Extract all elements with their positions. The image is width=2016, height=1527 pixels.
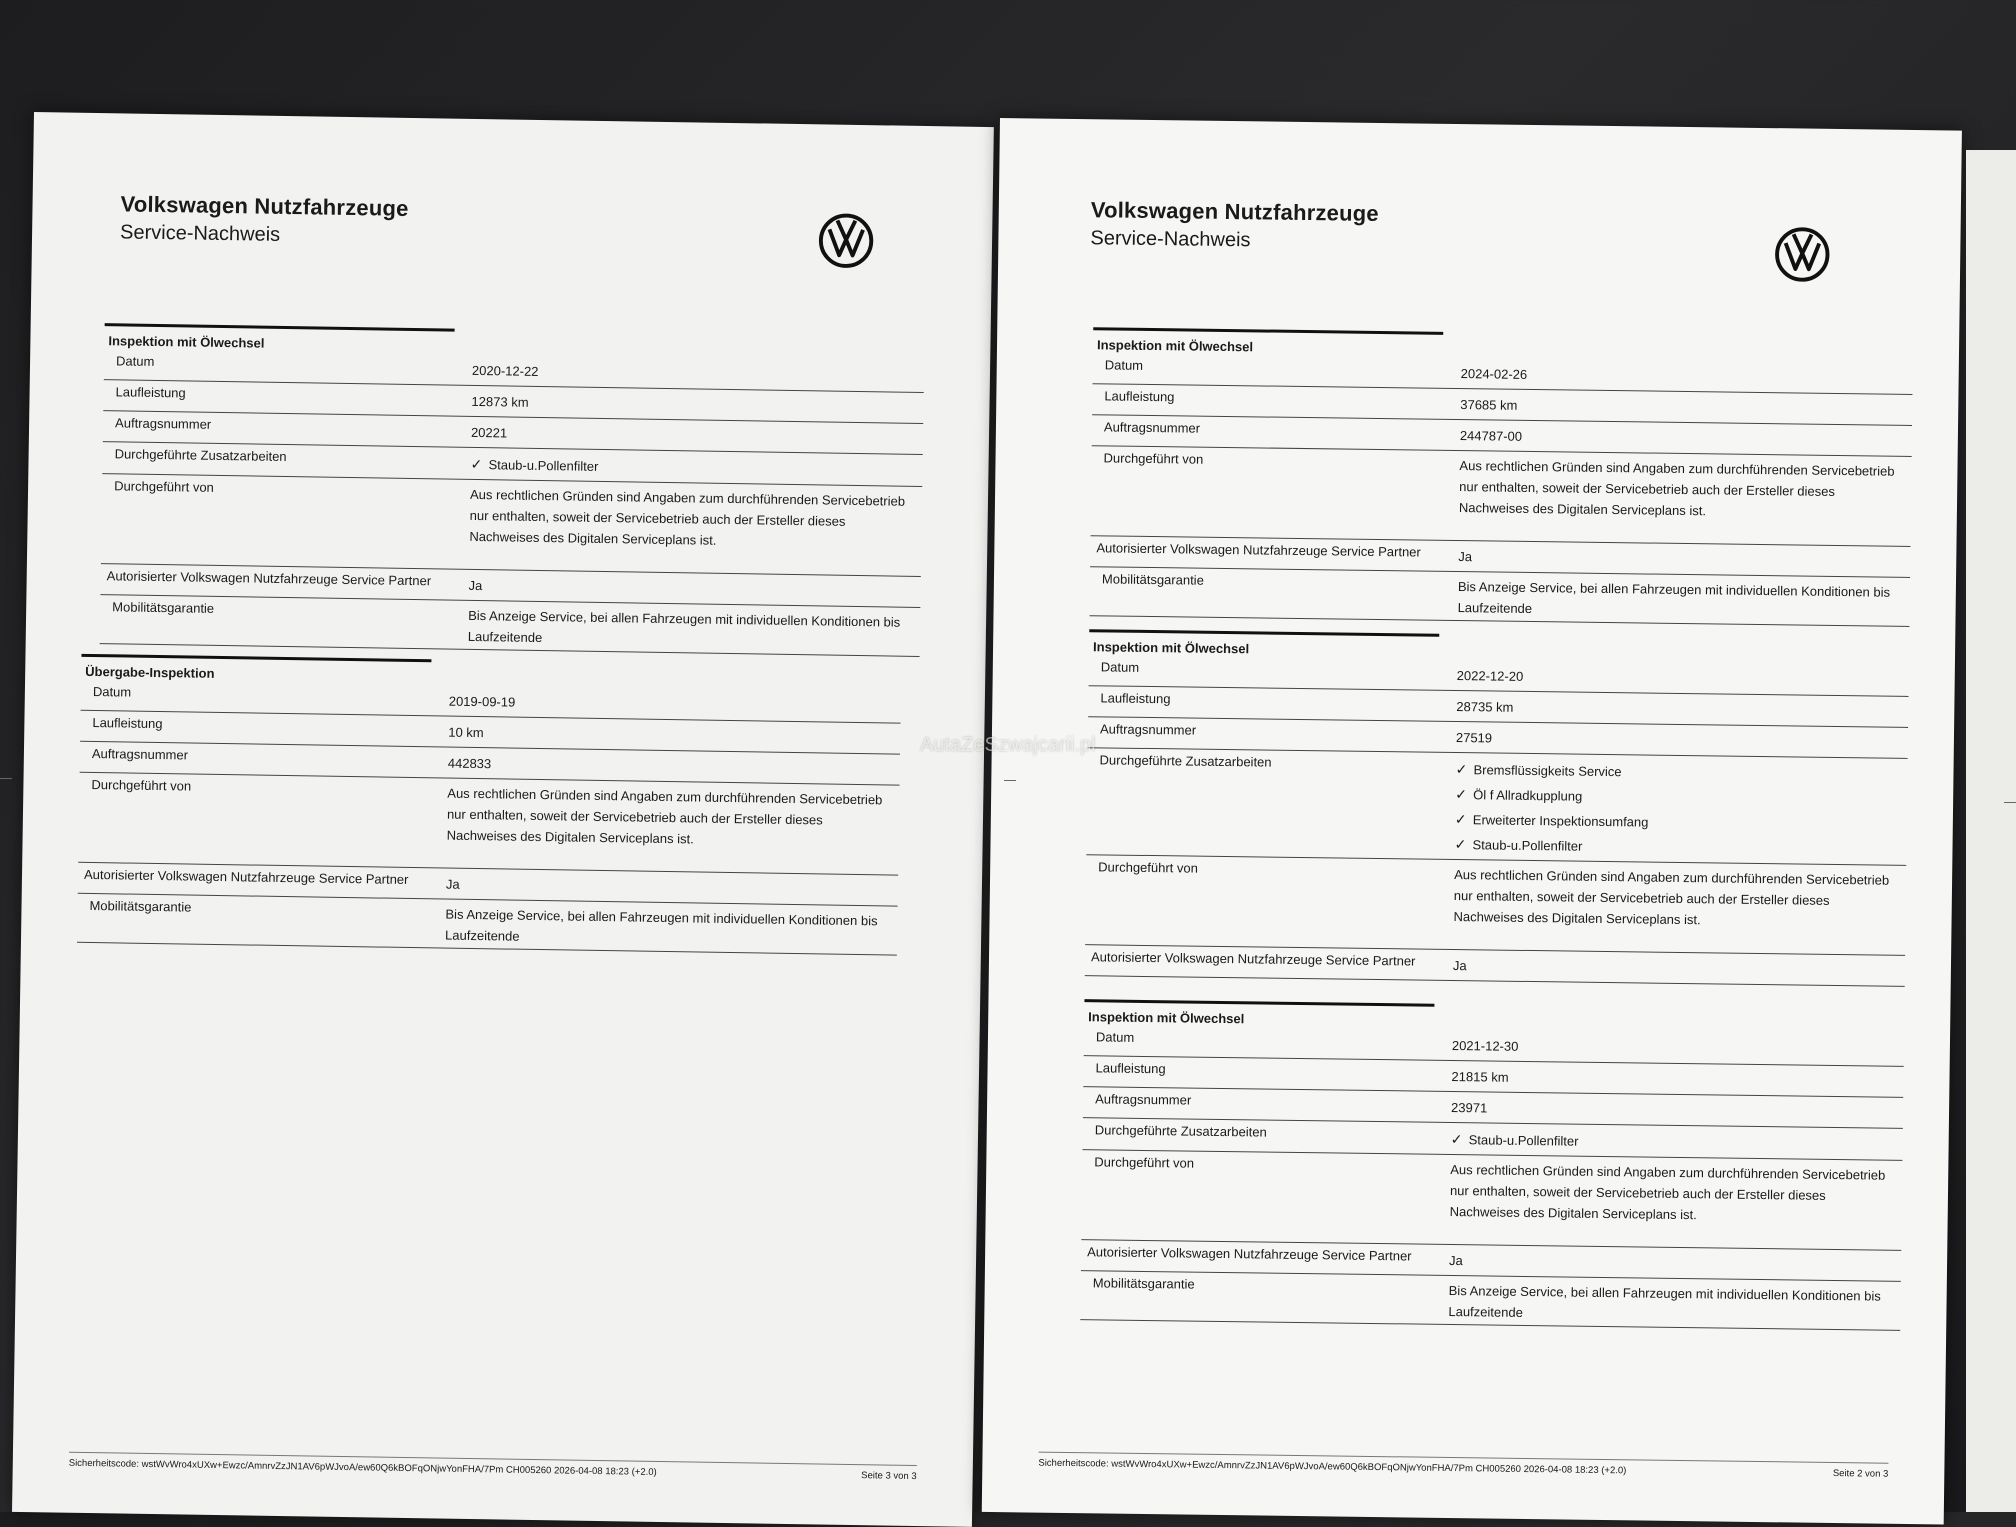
row-label: Auftragsnummer — [1103, 419, 1201, 436]
row-value: 28735 km — [1456, 699, 1514, 715]
row-label: Auftragsnummer — [115, 415, 212, 432]
service-section — [77, 654, 901, 956]
document-title: Service-Nachweis — [1090, 227, 1251, 252]
vw-logo-icon — [818, 212, 875, 269]
row-value: 2020-12-22 — [471, 362, 539, 379]
row-value: 442833 — [447, 755, 492, 772]
row-value: 244787-00 — [1459, 428, 1523, 444]
service-section — [1089, 327, 1913, 627]
security-code: Sicherheitscode: wstWvWro4xUXw+Ewzc/AmnrvZzJN1AV6pWJvoA/ew60Q6kBOFqONjwYonFHA/7Pm CH005260 2026-04-08 18:23 (+2.0) — [1038, 1457, 1627, 1477]
row-label: Mobilitätsgarantie — [89, 897, 192, 915]
next-page-edge — [1966, 150, 2016, 1512]
section-rule — [81, 654, 431, 662]
record-row — [1085, 855, 1906, 956]
row-label: Durchgeführte Zusatzarbeiten — [114, 446, 287, 465]
punch-mark — [1004, 780, 1016, 781]
additional-work-item — [1451, 1127, 1897, 1158]
checkmark-icon: ✓ — [1455, 786, 1468, 803]
company-name: Volkswagen Nutzfahrzeuge — [1090, 197, 1379, 226]
section-title: Übergabe-Inspektion — [85, 663, 215, 681]
row-label: Laufleistung — [1100, 690, 1171, 707]
service-record-page-2 — [982, 118, 1962, 1524]
punch-mark — [0, 778, 12, 779]
section-title: Inspektion mit Ölwechsel — [108, 333, 265, 351]
checkmark-icon: ✓ — [1454, 811, 1467, 828]
row-value: Bis Anzeige Service, bei allen Fahrzeugen mit individuellen Konditionen bis Laufzeitende — [467, 607, 901, 646]
section-rule — [1093, 327, 1443, 335]
document-title: Service-Nachweis — [119, 221, 281, 246]
row-value: Bis Anzeige Service, bei allen Fahrzeugen mit individuellen Konditionen bis Laufzeitende — [1448, 1282, 1881, 1320]
record-row — [1089, 567, 1910, 627]
row-label: Auftragsnummer — [91, 745, 189, 763]
row-value: 23971 — [1450, 1099, 1488, 1116]
page-number: Seite 3 von 3 — [861, 1470, 917, 1483]
row-value: Aus rechtlichen Gründen sind Angaben zum durchführenden Servicebetrieb nur enthalten, soweit der Servicebetrieb auch der Ersteller dieses Nachweises des Digitalen Serviceplans ist. — [469, 486, 906, 548]
row-value: Bis Anzeige Service, bei allen Fahrzeugen mit individuellen Konditionen bis Laufzeitende — [1457, 579, 1891, 617]
row-label: Durchgeführt von — [91, 776, 192, 794]
record-row — [1086, 748, 1907, 866]
page-number: Seite 2 von 3 — [1832, 1468, 1889, 1480]
row-value: 2022-12-20 — [1456, 668, 1524, 684]
row-label: Datum — [115, 353, 155, 369]
additional-work-label: Staub-u.Pollenfilter — [1468, 1132, 1579, 1149]
record-row — [1080, 1271, 1901, 1331]
row-value — [1454, 753, 1907, 865]
row-label: Mobilitätsgarantie — [112, 599, 215, 616]
section-title: Inspektion mit Ölwechsel — [1092, 639, 1250, 657]
row-label: Autorisierter Volkswagen Nutzfahrzeuge Service Partner — [83, 866, 409, 887]
brand-header — [1090, 197, 1379, 254]
row-value: 20221 — [470, 424, 508, 441]
row-label: Auftragsnummer — [1095, 1091, 1192, 1108]
row-label: Datum — [92, 683, 132, 700]
row-value: 2021-12-30 — [1451, 1037, 1519, 1054]
row-label: Mobilitätsgarantie — [1101, 571, 1204, 588]
section-rule — [105, 323, 455, 331]
service-section — [1085, 629, 1909, 987]
section-rule — [1089, 629, 1439, 637]
service-record-page-3 — [12, 112, 994, 1527]
row-value: Aus rechtlichen Gründen sind Angaben zum durchführenden Servicebetrieb nur enthalten, soweit der Servicebetrieb auch der Ersteller dieses Nachweises des Digitalen Serviceplans ist. — [1458, 458, 1895, 519]
row-label: Auftragsnummer — [1099, 721, 1197, 738]
checkmark-icon: ✓ — [1450, 1130, 1463, 1148]
checkmark-icon: ✓ — [1454, 836, 1467, 853]
row-label: Durchgeführt von — [1103, 450, 1204, 467]
record-row — [1091, 446, 1912, 547]
security-code: Sicherheitscode: wstWvWro4xUXw+Ewzc/AmnrvZzJN1AV6pWJvoA/ew60Q6kBOFqONjwYonFHA/7Pm CH005260 2026-04-08 18:23 (+2.0) — [68, 1457, 657, 1478]
page-footer — [1038, 1452, 1888, 1480]
row-label: Mobilitätsgarantie — [1092, 1275, 1195, 1292]
additional-work-label: Staub-u.Pollenfilter — [1472, 837, 1583, 854]
punch-mark — [2004, 802, 2016, 803]
record-row — [1081, 1150, 1902, 1251]
row-value: 21815 km — [1451, 1068, 1509, 1085]
row-label: Autorisierter Volkswagen Nutzfahrzeuge Service Partner — [1096, 540, 1421, 560]
additional-work-label: Öl f Allradkupplung — [1473, 787, 1583, 804]
service-section — [1080, 999, 1904, 1331]
additional-work-label: Erweiterter Inspektionsumfang — [1472, 812, 1649, 830]
row-value: 2019-09-19 — [448, 693, 516, 710]
company-name: Volkswagen Nutzfahrzeuge — [120, 191, 409, 221]
additional-work-label: Bremsflüssigkeits Service — [1473, 762, 1622, 780]
additional-work-label: Staub-u.Pollenfilter — [488, 457, 599, 474]
row-label: Autorisierter Volkswagen Nutzfahrzeuge Service Partner — [106, 568, 432, 589]
row-value: Aus rechtlichen Gründen sind Angaben zum durchführenden Servicebetrieb nur enthalten, soweit der Servicebetrieb auch der Ersteller dieses Nachweises des Digitalen Serviceplans ist. — [446, 785, 883, 847]
row-label: Durchgeführt von — [1098, 859, 1199, 876]
row-value: Ja — [1448, 1252, 1463, 1269]
row-value: 10 km — [448, 724, 484, 741]
row-value: Ja — [468, 577, 483, 594]
row-value: 27519 — [1455, 730, 1493, 746]
row-label: Datum — [1100, 659, 1140, 675]
page-footer — [69, 1452, 917, 1482]
row-value: Ja — [1452, 958, 1467, 974]
row-value: Aus rechtlichen Gründen sind Angaben zum durchführenden Servicebetrieb nur enthalten, soweit der Servicebetrieb auch der Ersteller dieses Nachweises des Digitalen Serviceplans ist. — [1453, 867, 1890, 928]
row-label: Laufleistung — [1095, 1060, 1166, 1077]
row-label: Durchgeführt von — [1094, 1154, 1195, 1171]
row-label: Datum — [1095, 1029, 1135, 1045]
additional-work-item — [1454, 832, 1900, 863]
service-section — [100, 323, 925, 657]
row-value — [1450, 1123, 1902, 1160]
row-label: Autorisierter Volkswagen Nutzfahrzeuge Service Partner — [1087, 1244, 1412, 1264]
brand-header — [120, 191, 409, 249]
row-label: Autorisierter Volkswagen Nutzfahrzeuge Service Partner — [1090, 949, 1416, 969]
watermark: AutaZeSzwajcarii.pl — [920, 734, 1096, 756]
row-label: Laufleistung — [92, 714, 163, 732]
row-value: Aus rechtlichen Gründen sind Angaben zum durchführenden Servicebetrieb nur enthalten, soweit der Servicebetrieb auch der Ersteller dieses Nachweises des Digitalen Serviceplans ist. — [1449, 1161, 1886, 1223]
row-label: Laufleistung — [115, 384, 186, 401]
vw-logo-icon — [1774, 226, 1831, 283]
row-label: Datum — [1104, 357, 1144, 373]
row-value: 12873 km — [471, 393, 529, 410]
additional-work-item — [470, 452, 916, 484]
row-label: Laufleistung — [1104, 388, 1175, 405]
row-value: Ja — [445, 876, 460, 892]
row-label: Durchgeführte Zusatzarbeiten — [1099, 752, 1272, 770]
row-value: 37685 km — [1460, 397, 1518, 413]
row-label: Durchgeführt von — [114, 478, 214, 495]
row-value: Bis Anzeige Service, bei allen Fahrzeugen mit individuellen Konditionen bis Laufzeitende — [445, 906, 878, 944]
checkmark-icon: ✓ — [470, 455, 483, 473]
record-row — [101, 474, 922, 577]
row-label: Durchgeführte Zusatzarbeiten — [1094, 1122, 1267, 1140]
section-title: Inspektion mit Ölwechsel — [1088, 1009, 1245, 1027]
section-rule — [1084, 999, 1434, 1007]
checkmark-icon: ✓ — [1455, 761, 1468, 778]
section-title: Inspektion mit Ölwechsel — [1096, 337, 1254, 355]
record-row — [78, 773, 899, 876]
row-value: Ja — [1458, 549, 1473, 565]
row-value: 2024-02-26 — [1460, 366, 1528, 382]
